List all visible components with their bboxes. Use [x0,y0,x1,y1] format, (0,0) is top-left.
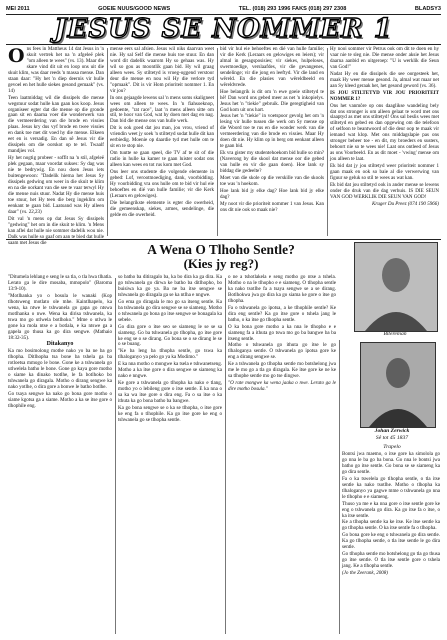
article2-paragraph: Ke a tlhopha sentle ka ke itse. Ke itse sentle ka go tlhopha sentle. O ka itse sentle fa o tlhopha. [342,519,440,532]
article2-subheading: Ditakanyo [46,341,74,348]
article2-paragraph: Go ema go diragala le mo go sa itseng sentle. Ka ba tshwanela go dira sengwe se se siameng. Motho o tshwanela go bona go itse sengwe se bonagala ka sebele. [118,298,222,323]
article2-paragraph: Go bona gore ke eng o tshwanela go dira sentle. Ka go tlhopha sentle, o tla itse sentle le go dira sentle. [342,532,440,551]
article2-paragraph: "Motlhanka yo o bosula le wanaki (Kop tlhotsweng motlato ole mhe. Kaintlhapelo, ka wena, ka ntwe le tshwanela go gapa go ntswa motlhanka o nwe. Wena ka dirisa tshwanela, ka tswa mo go utlwela botlhoko." Mme o utlwa le gone ka mola ntse e a botlala, e ka ntswe ga a gapela go thusa ka go dira sengwe. (Mathaio 18:32-35). [8,292,112,341]
header-page-number: BLADSY3 [414,6,441,12]
article2-paragraph: Ke a tshwanela go tlhopha sentle mo botshelong jwa me le mo go a tla go diragala. Ke itse gore ke ne ke sa tlhophe sentle mo go tse dingwe. [228,361,336,380]
article2-paragraph: Motho o tshwanela go ithuta go itse le go tlhaloganya sentle. O tshwanela go ipotsa gore ke eng a dirang sengwe se. [228,342,336,361]
article1-paragraph: Die belangrikste elemente is egter die owerheid, die gemeenskap, siekes, armes, sendelinge, die gelde en die owerheid. [110,199,214,218]
article1-dropcap: O [8,45,25,67]
article1-paragraph: Moet van die skole op die verskille van die skools toe was 'n hoekom. [220,175,324,187]
article2-paragraph: Fa o tshwanela go ipotsa, a ke tlhophile sentle? Ke dira eng sentle? Ka go itse gore o tshela jang le batho, o ka itse go tlhopha sentle. [228,304,336,323]
page-header [6,4,441,14]
article1-paragraph: Hoe belangrik is dit om 'n ewe goeie stiltetyd te hê! Dan word ons gebed meer as net 'n inkopielys. Jesus het 'n "tiekie" gebruik. Die geregtigheid van God kom uit ons hart. [220,88,324,113]
article2-column-1 [8,275,112,635]
article2-paragraph: "Ke ba leng ba tlhopha sentle, go tswa ka tlhaloganyo ya pelo go ya ka Modimo." [118,348,222,361]
article1-byline: Kruger Du Preez (074 190 5966) [372,200,439,207]
portrait-photo-1 [354,242,438,332]
photo2-caption-date: Sê tot 45 1837 [375,435,409,441]
article2-paragraph: Ke gore a tshwanela go tlhopha ka nako e tlang, motho yo o lebileng gore o itse sentle. E ka nna o sa ka wa itse gore o dira eng. Fa o sa itse o ka ithuta ka go bona batho ba bangwe. [118,380,222,405]
article2-paragraph: Fa o ka tswelela go tlhopha sentle, o tla itse sentle ka nako tsotlhe. Motho o tlhopha ka tlhaloganyo ya gagwe mme o tshwanela go nna le tlhopho e e siameng. [342,475,440,500]
article2-paragraph: so batho ba ditiragalo ba, ka bo dira ka ga dira. Ka go tshwanela go dirwa ke batho ba ditlhopho, bo buisiwa ka go ya. Ba ne ba itse sengwe se tshwanela go diragala ga se ka ntlha e nngwe. [118,274,222,298]
article1-column-1 [8,45,105,246]
article1-column-4 [330,47,439,237]
article1-paragraph: Teen laatmiddag wil die dissipels die mense wegstuur sodat hulle kan gaan kos koop. Jesus organiseer egter dat die mense op die gronde gaan sit en daarna voer die wonderwerk van die vermeerdering van die brode en vissies plaas. Jesus kry dus vyf brode en twee vissies en dank toe met dit voed hy die mense. Elkeen eet en is versadig. En dan sê Jesus vir die dissipels om die oorskot op te tel. Twaalf mandjies vol. [8,94,104,155]
article2-paragraph: Bontsi jwa maemo, o itse gore ka simolola go go nna le ba go ba bona. Go nna le bontsi jwa batho go itse sentle. Go bona se se siameng ka go dira sentle. [342,451,440,475]
article1-paragraph: In ons gejaagde lewens sal 'n mens soms skaligneet wees om alleen te wees. In 'n fiahsoeknop, gedoente, "rat race", laat 'n mens alleen sitte om stil, te hoor van God, wat hy doen met dag en nag. Dan bid die mense ons van hulle werk. [110,94,214,125]
header-contact: TEL. (018) 293 1996 FAKS (018) 297 2308 [238,6,347,12]
photo3-caption: Trapelo [383,444,401,450]
article-separator-rule [6,239,441,240]
portrait-photo-icon [361,343,435,427]
banner-rule [6,44,441,45]
article1-paragraph: Ek bid dat jy jou stiltetyd weer prioriteit nommer 1 gaan maak en ook so baie al die verwerwing van figuur se geluk so stil te wees as wat kan. [330,163,439,182]
column-divider [107,48,108,236]
article1-paragraph: Hy het nogtig probeer - soffit na 'n stil, afgeleë plek gegaan, maar voordat sukses: Sy dag was nie te bedrywig. En nou doen Jesus iets buitengewoon: "Dadelik hierna het Jesus Sy dissipels gedwing om weer in die skuit te klim en na die oorkant van die see te vaar terwyl Hy die mense nuis stuur. Nadat Hy die mense huis toe stuur, het Hy teen die berg ingeklim om eenkant te gaan bid. Laatoand was Hy alleen daar" (vs. 22,23) [8,155,104,215]
article2-paragraph: Ka mo bosimolong mothe nako yo ba ne ba go tlhopha. Ditlhopha tsa bone ba tshela ga ba rotloetsa mmogo le bone. Gone ke a tshwanela go utlwelela batho le bone. Gone go kaya gore motho o siame ka dinako tsotlhe, le fa botlhoko bo tshwanela go diragala. Motho o dirang sengwe ka nako yotlhe, o dira gore a bonwe le batho botlhe. [8,348,112,391]
article2-paragraph: "Ditumela lehlang e seng le sa tla, o tla hwa tlhatla. Lerato ga le dire mosaba, mmopolo" (Baroma 13:9-10). [8,274,112,292]
article1-paragraph: Ons het vanmôre op ons daaglikse wandeling bely dat ons stronger is om alleen gelaat te word met ons slaaptyd as met ons stiltetyd! Ons sal beslis wees met stiltetyd en gebed en dan opgewing om die telefoon of selfoon te beantwoord of die deur oop te maak vir iemand wat klop. Met ons middagslapie pas ons stronger beheer toe - en dit, my broeders en susters, behoort nie so te wees nie! Laat ons ontleed of Jesus as ons Voorbeeld. En as dit moet - 'vwing' mense om jou alleen te laat. [330,102,439,163]
portrait-photo-icon [355,243,437,331]
article2-paragraph: Go dira gore o itse seo se siameng le se se sa siameng. Go ba tshwanela go tlhopha, go itse gore ke eng se o se dirang. Go bona se o se dirang le se o se buang. [118,323,222,348]
article2-paragraph: E ka nna motho o mongwe ka tsela e tshwanetseng. Motho a ka itse gore o dira sengwe se siameng ka nako e nngwe. [118,361,222,380]
article2-paragraph: Thuso ya me e ka nna gore o itse sentle gore ke eng o tshwanela go dira. Ka go itse fa o itse, o ka itse sentle. [342,500,440,519]
article2-paragraph: Go tlhopha sentle mo botshelong go tla go thusa go itse sentle. O tla itse sentle gore o tshela jang. Ke a tlhopha sentle. [342,551,440,570]
article1-paragraph: Ek bid dat jou stiltetyd ook in ander mense se lewens onder die druk van die dag verhuis. IS DIE SEUN VAN GOD WERKLIK DIE SEUN VAN GOD! [330,181,439,200]
article1-paragraph: ns fees in Mattheus 14 dat Jesus in 'n skuit vertrek het na 'n afgeleë plek "om alleen te wees" (vs. 13). Maar die skare vind dit uit en loop ons uit die skuit klim, was daar reeds 'n massa mense. Dan staan daar: "Hy het 'n diep deernis vir hulle gevoel en het hulle siekes gesond gemaak" (vs. 14) [8,46,104,94]
article1-paragraph: Dit is ook goed dat jou man, jou vrou, vriend of vriendin weet jy soek 'n stiltetyd sodat hulle dit kan eerbiedig. Moenie op daardie tyd met hulle om te sit en te stop nie. [110,125,214,150]
article2-paragraph: Go tsaya sengwe ka nako go bona gore motho o siame kgotsa ga a siame. Motho a ka se itse gore o tlhophile eng. [8,391,112,410]
article1-paragraph: bid vir hul eie behoeftes en dié van hulle familie; vir die Kerk (Leraars en gelowiges en leiers); vir almal in gesagsposisies; vir siekes, hulpeloses, swermoedige, verslaafdes, vir die gevangenes, sendelinge; vir die jong en leeftyd. Vir die land en wêreld. En die plasies van wêreldbeeld en wêreldvrede. [220,46,324,88]
article2-column-3 [228,275,336,635]
article1-paragraph: My noot vir die prioriteit nommer 1 van Jesus. Kan ons dit nie ook so maak nie? [220,200,324,213]
page-banner-title: JESUS SE NOMMER 1 [54,14,393,44]
article2-citation: (Jo the Zeerank, 2008) [342,570,388,577]
column-divider [339,340,340,634]
article2-paragraph: Ka go bona sengwe se o ka se tlhopha, o itse gore ke eng fa o tlhophile. Ka go itse gore ke eng o tshwanela go se tlhopha sentle. [118,405,222,423]
column-divider [115,278,116,634]
article1-column-2 [110,47,214,237]
article1-paragraph: mense eers sal afsien. Jesus wil niks daarvan weet nie. Hy sal Self die mense huis toe stuur. En dan word dit dadelik waarom Hy so gehaas was. Hy wil so gou as moontlik gaan bid. Hy wil graag alleen wees. Sy stiltetyd is vroeg-oggend verstoor deur die mense en nou wil Hy die verlore tyd "opmaak". Dit is vir Hom prioriteit nommer 1. En vir jou? [110,46,214,94]
article1-paragraph: Om tuutte se gaan speel, die TV af te sit of die radio in hulle ka kamer te gaan luister sodat ons alleen kan wees en tot rus kom met God. [110,150,214,169]
article1-paragraph: Ek vra gister my studentehoekom bid hulle so min? (Naverong by die skool dat mense oor die gebed van hulle en vir die gaan doen). Hoe lank sy biddag die gedeelte? [220,150,325,175]
article2-headline [96,242,346,271]
article2-headline-sub: (Kies jy reg?) [183,256,259,271]
header-issue-date: MEI 2011 [6,6,30,12]
photo2-caption-name: Johan Zerwick [374,428,410,434]
article2-paragraph: O ka bona gore motho a ka nna le tlhopho e e siameng fa a ithuta go tswa mo go ba bangwe ba ba itseng sentle. [228,323,336,342]
column-divider [217,48,218,236]
article1-pull-quote: IS JOU STILTETYD VIR JOU PRIORITEIT NOMMER 1? [330,89,439,102]
article1-paragraph: Dit val 'n mens op dat Jesus Sy dissipels "gedwing" het om in die skuit te klim. 'n Mens kan aflei dat hulle nie sommer dadelik wou nie. Dalk was hulle so gaaf om aan te bied dat hulle saam met Jesus die [8,215,105,246]
photo1-caption: Bitereman [383,331,407,337]
column-divider [327,48,328,236]
article1-column-3 [220,47,324,237]
article2-headline-main: A Wena O Tlhoho Sentle? [147,242,295,257]
article2-quote: "O rate mongwe ka wena jaaka o nwe. Lerato ga le dire motho bosula." [228,380,336,393]
article1-paragraph: Ons leer ons studente die volgende elemente in gebed: Lof, verootmoediging, dank, voorbidding. Hy voorbidding vra ons hulle om te bid vir hul eie behoeftes en dié van hulle familie; vir die Kerk (Leraars en gelowiges). [110,169,214,199]
header-publication: GOEIE NUUS/GOOD NEWS [98,6,171,12]
article1-paragraph: Hoe lank bid jy elke dag? Hoe lank bid jy elke dag? [220,187,324,200]
article1-paragraph: Jesus het 'n "tiekie" in voetspoor gevolg het om 'n lesing vir hulle tussen die werk om Sy mense op die Woord toe te rus en die wonder werk van die vermeerdering van die brode en vissies. Maar Hy doen dit nie. Hy klim op in berg om eenkant alleen te gaan bid. [220,113,324,150]
article1-paragraph: Nadat Hy en die dissipels die see oorgesteek het, maak Hy weer mense gesond. Ja, almal wat maar net aan Sy kleed geraak het, het gesond geword (vs. 36). [330,70,439,89]
article2-column-4 [342,452,440,635]
column-divider [225,278,226,634]
article2-column-2 [118,275,222,635]
article1-paragraph: Hy nooi sommer vir Petrus ook om dit te doen en hy vaar nie te sleg nie. Die mense onder aksie het Jesus daarna aanbid en uitgeroep: "U is werklik die Seun van God!" [330,46,439,70]
portrait-photo-2 [360,342,436,428]
article2-paragraph: o ne a tshotlakela e seng motho go ntse a tshela. Motho o na le tlhopho e e siameng. O tlhopha sentle ka nako tsotlhe fa a tsaya sengwe se a se dirang. Botlhokwa jwa go dira ka go siama ke gore o itse go tlhopha. [228,274,336,304]
